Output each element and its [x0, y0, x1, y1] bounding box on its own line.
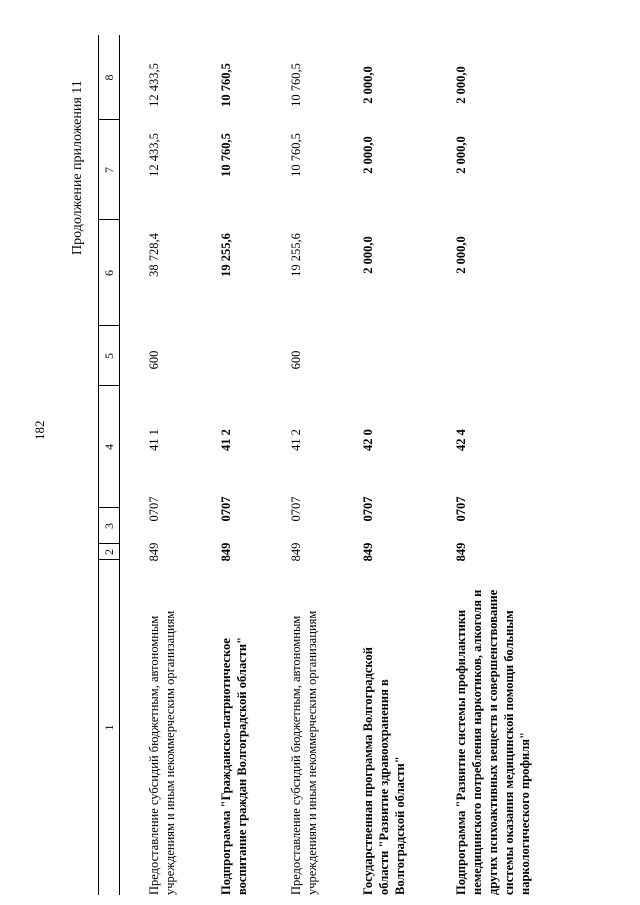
cell-col5: 600 — [147, 350, 161, 370]
cell-col3: 0707 — [454, 496, 468, 522]
cell-col8: 2 000,0 — [361, 66, 375, 104]
column-header: 4 — [102, 444, 116, 450]
page-number: 182 — [32, 420, 47, 440]
cell-col3: 0707 — [147, 496, 161, 522]
cell-col7: 10 760,5 — [219, 133, 233, 177]
cell-col4: 41 2 — [289, 429, 303, 451]
cell-col6: 19 255,6 — [219, 233, 233, 277]
cell-col2: 849 — [454, 542, 468, 562]
cell-col7: 2 000,0 — [361, 136, 375, 174]
table-header — [98, 35, 120, 895]
cell-col4: 42 4 — [454, 429, 468, 451]
cell-col7: 2 000,0 — [454, 136, 468, 174]
column-header: 3 — [102, 523, 116, 529]
cell-col4: 41 2 — [219, 429, 233, 451]
cell-col6: 19 255,6 — [289, 233, 303, 277]
column-header: 1 — [102, 724, 116, 731]
column-header: 7 — [102, 167, 116, 173]
cell-col2: 849 — [361, 542, 375, 562]
cell-col3: 0707 — [289, 496, 303, 522]
cell-col6: 38 728,4 — [147, 233, 161, 277]
column-header: 8 — [102, 74, 116, 81]
cell-col2: 849 — [219, 542, 233, 562]
column-header: 6 — [102, 270, 116, 276]
cell-col3: 0707 — [361, 496, 375, 522]
cell-col2: 849 — [147, 542, 161, 562]
cell-col8: 12 433,5 — [147, 63, 161, 107]
cell-col8: 10 760,5 — [289, 63, 303, 107]
row-name: Предоставление субсидий бюджетным, автономным учреждениям и иным некоммерческим организациям — [289, 610, 319, 895]
cell-col6: 2 000,0 — [361, 236, 375, 274]
cell-col4: 41 1 — [147, 429, 161, 451]
row-name: Предоставление субсидий бюджетным, автономным учреждениям и иным некоммерческим организациям — [147, 610, 177, 895]
cell-col7: 12 433,5 — [147, 133, 161, 177]
cell-col5: 600 — [289, 350, 303, 370]
cell-col8: 2 000,0 — [454, 66, 468, 104]
cell-col7: 10 760,5 — [289, 133, 303, 177]
cell-col2: 849 — [289, 542, 303, 562]
row-name: Государственная программа Волгоградской области "Развитие здравоохранения в Волгоградской области" — [361, 647, 407, 895]
cell-col8: 10 760,5 — [219, 63, 233, 107]
column-header: 5 — [102, 353, 116, 359]
appendix-label: Продолжение приложения 11 — [70, 80, 85, 255]
column-header: 2 — [102, 549, 116, 555]
cell-col4: 42 0 — [361, 429, 375, 451]
cell-col3: 0707 — [219, 496, 233, 522]
cell-col6: 2 000,0 — [454, 236, 468, 274]
row-name: Подпрограмма "Развитие системы профилактики немедицинского потребления наркотиков, алкоголя и других психоактивных веществ и совершенствование системы оказания медицинской помощи больным наркологического профиля" — [454, 589, 532, 895]
row-name: Подпрограмма "Гражданско-патриотическое воспитание граждан Волгоградской области" — [219, 636, 249, 895]
budget-table — [98, 35, 598, 895]
